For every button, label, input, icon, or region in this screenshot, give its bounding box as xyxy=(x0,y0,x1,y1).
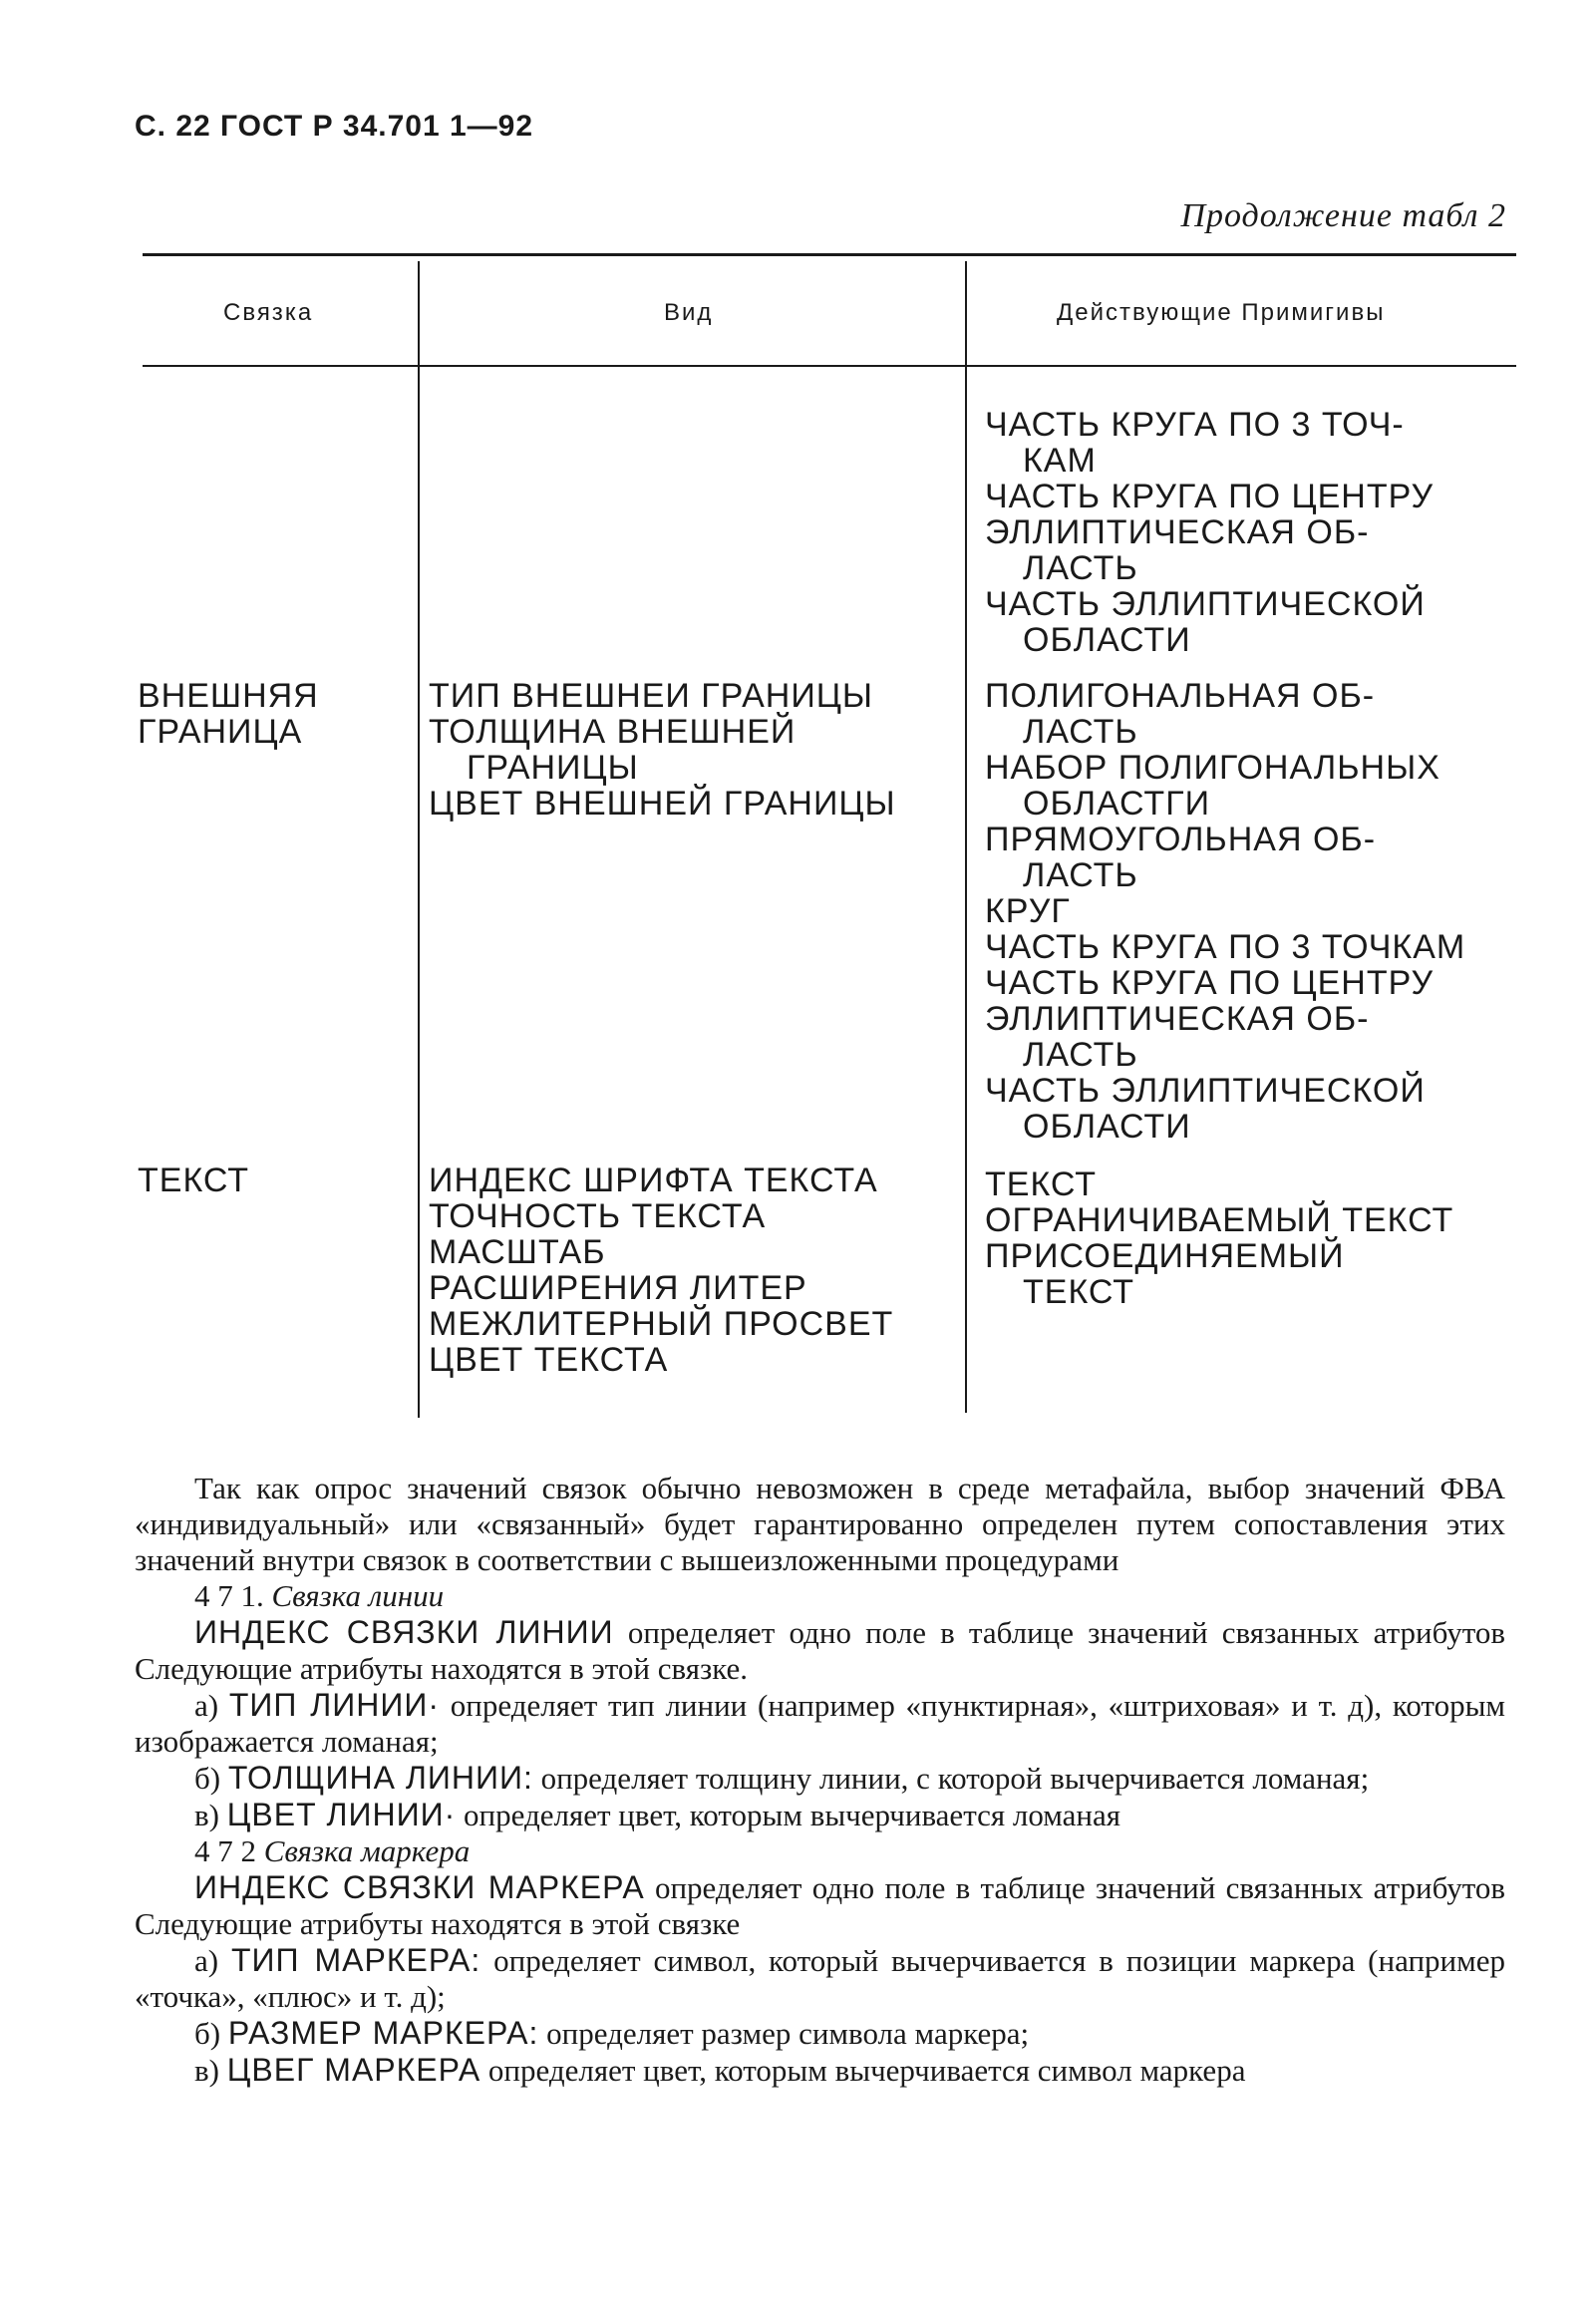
view-line: ТИП ВНЕШНЕИ ГРАНИЦЫ xyxy=(429,677,874,715)
column-header-primitives: Действующие Примигивы xyxy=(1057,299,1386,326)
term: ТОЛЩИНА ЛИНИИ: xyxy=(227,1760,533,1796)
primitive-line: ЧАСТЬ КРУГА ПО ЦЕНТРУ xyxy=(985,478,1435,515)
table-column-divider-1 xyxy=(418,261,420,1418)
term: ТИП ЛИНИИ· xyxy=(228,1687,441,1723)
primitive-line: ОБЛАСТИ xyxy=(1023,1108,1191,1146)
line-width-item xyxy=(135,1760,1505,1797)
primitive-line: ПРЯМОУГОЛЬНАЯ ОБ- xyxy=(985,821,1377,858)
primitive-line: ТЕКСТ xyxy=(985,1165,1098,1203)
column-header-view: Вид xyxy=(664,299,714,326)
definition: определяет символ, который вычерчивается в позиции маркера (например «точка», «плюс» и т. д); xyxy=(135,1943,1506,2014)
definition: определяет цвет, которым вычерчивается ломаная xyxy=(464,1798,1121,1832)
table-top-rule xyxy=(143,253,1516,256)
definition: определяет цвет, которым вычерчивается символ маркера xyxy=(487,2053,1246,2088)
row2-view xyxy=(429,1162,893,1378)
line-color-item xyxy=(135,1797,1505,1833)
row0-primitives xyxy=(985,407,1434,658)
view-line: ЦВЕТ ВНЕШНЕЙ ГРАНИЦЫ xyxy=(429,785,896,823)
primitive-line: ЛАСТЬ xyxy=(1023,549,1138,587)
primitive-line: ОГРАНИЧИВАЕМЫЙ ТЕКСТ xyxy=(985,1201,1454,1239)
definition: определяет одно поле в таблице значений связанных атрибутов Следующие атрибуты находятся в этой связке. xyxy=(135,1615,1506,1686)
primitive-line: ОБЛАСТГИ xyxy=(1023,785,1211,823)
term: ИНДЕКС СВЯЗКИ ЛИНИИ xyxy=(194,1614,614,1650)
definition: определяет размер символа маркера; xyxy=(546,2016,1030,2051)
primitive-line: ЭЛЛИПТИЧЕСКАЯ ОБ- xyxy=(985,1000,1370,1038)
page-header: С. 22 ГОСТ Р 34.701 1—92 xyxy=(135,110,534,143)
view-line: ГРАНИЦЫ xyxy=(467,749,639,787)
term: ЦВЕГ МАРКЕРА xyxy=(226,2052,481,2088)
definition: определяет толщину линии, с которой вычерчивается ломаная; xyxy=(540,1761,1370,1796)
primitive-line: ЧАСТЬ ЭЛЛИПТИЧЕСКОЙ xyxy=(985,1072,1426,1110)
view-line: РАСШИРЕНИЯ ЛИТЕР xyxy=(429,1269,807,1307)
item-label: а) xyxy=(194,1688,219,1723)
primitive-line: КАМ xyxy=(1023,442,1097,480)
primitive-line: ПОЛИГОНАЛЬНАЯ ОБ- xyxy=(985,677,1376,715)
term: ИНДЕКС СВЯЗКИ МАРКЕРА xyxy=(194,1869,645,1905)
body-text xyxy=(135,1471,1505,2089)
primitive-line: ЛАСТЬ xyxy=(1023,1036,1138,1074)
view-line: ТОЧНОСТЬ ТЕКСТА xyxy=(429,1197,767,1235)
primitive-line: ЧАСТЬ ЭЛЛИПТИЧЕСКОЙ xyxy=(985,585,1426,623)
section-number: 4 7 2 xyxy=(194,1833,256,1868)
column-header-binding: Связка xyxy=(223,299,314,326)
item-label: в) xyxy=(194,1798,219,1832)
row1-primitives xyxy=(985,678,1465,1145)
term: ЦВЕТ ЛИНИИ· xyxy=(226,1797,457,1832)
primitive-line: ЛАСТЬ xyxy=(1023,856,1138,894)
definition: определяет одно поле в таблице значений связанных атрибутов Следующие атрибуты находятся в этой связке xyxy=(135,1870,1505,1941)
marker-color-item xyxy=(135,2052,1505,2089)
view-line: МЕЖЛИТЕРНЫЙ ПРОСВЕТ xyxy=(429,1305,894,1343)
primitive-line: ТЕКСТ xyxy=(1023,1273,1135,1311)
definition: определяет тип линии (например «пунктирная», «штриховая» и т. д), которым изображается ломаная; xyxy=(135,1688,1506,1759)
primitive-line: ЭЛЛИПТИЧЕСКАЯ ОБ- xyxy=(985,513,1370,551)
item-label: а) xyxy=(194,1943,219,1978)
section-4-7-2-heading xyxy=(135,1833,1505,1869)
binding-line: ВНЕШНЯЯ xyxy=(138,677,319,715)
primitive-line: НАБОР ПОЛИГОНАЛЬНЫХ xyxy=(985,749,1440,787)
primitive-line: ОБЛАСТИ xyxy=(1023,621,1191,659)
section-number: 4 7 1. xyxy=(194,1578,264,1613)
line-type-item xyxy=(135,1687,1505,1760)
section-4-7-1-intro xyxy=(135,1614,1505,1687)
view-line: ЦВЕТ ТЕКСТА xyxy=(429,1341,669,1379)
term: РАЗМЕР МАРКЕРА: xyxy=(227,2015,539,2051)
item-label: в) xyxy=(194,2053,219,2088)
marker-size-item xyxy=(135,2015,1505,2052)
section-title: Связка маркера xyxy=(263,1833,471,1868)
view-line: ТОЛЩИНА ВНЕШНЕЙ xyxy=(429,713,797,751)
view-line: МАСШТАБ xyxy=(429,1233,606,1271)
primitive-line: ЧАСТЬ КРУГА ПО 3 ТОЧКАМ xyxy=(985,928,1466,966)
table-column-divider-2 xyxy=(965,261,967,1413)
row2-primitives xyxy=(985,1166,1453,1310)
primitive-line: ЧАСТЬ КРУГА ПО ЦЕНТРУ xyxy=(985,964,1435,1002)
row1-view xyxy=(429,678,896,822)
row1-binding xyxy=(138,678,319,750)
intro-paragraph: Так как опрос значений связок обычно невозможен в среде метафайла, выбор значений ФВА «индивидуальный» или «связанный» будет гарантированно определен путем сопоставления этих значений внутри связок в соответствии с вышеизложенными процедурами xyxy=(135,1471,1505,1577)
table-continuation-label: Продолжение табл 2 xyxy=(1180,197,1506,234)
binding-line: ТЕКСТ xyxy=(138,1161,250,1199)
primitive-line: КРУГ xyxy=(985,892,1071,930)
table-header-rule xyxy=(143,365,1516,367)
primitive-line: ЧАСТЬ КРУГА ПО 3 ТОЧ- xyxy=(985,406,1405,444)
marker-type-item xyxy=(135,1942,1505,2015)
section-4-7-1-heading xyxy=(135,1578,1505,1614)
primitive-line: ЛАСТЬ xyxy=(1023,713,1138,751)
section-title: Связка линии xyxy=(271,1578,445,1613)
item-label: б) xyxy=(194,1761,221,1796)
term: ТИП МАРКЕРА: xyxy=(230,1942,481,1978)
view-line: ИНДЕКС ШРИФТА ТЕКСТА xyxy=(429,1161,878,1199)
item-label: б) xyxy=(194,2016,221,2051)
primitive-line: ПРИСОЕДИНЯЕМЫЙ xyxy=(985,1237,1345,1275)
binding-line: ГРАНИЦА xyxy=(138,713,303,751)
row2-binding xyxy=(138,1162,249,1198)
section-4-7-2-intro xyxy=(135,1869,1505,1942)
